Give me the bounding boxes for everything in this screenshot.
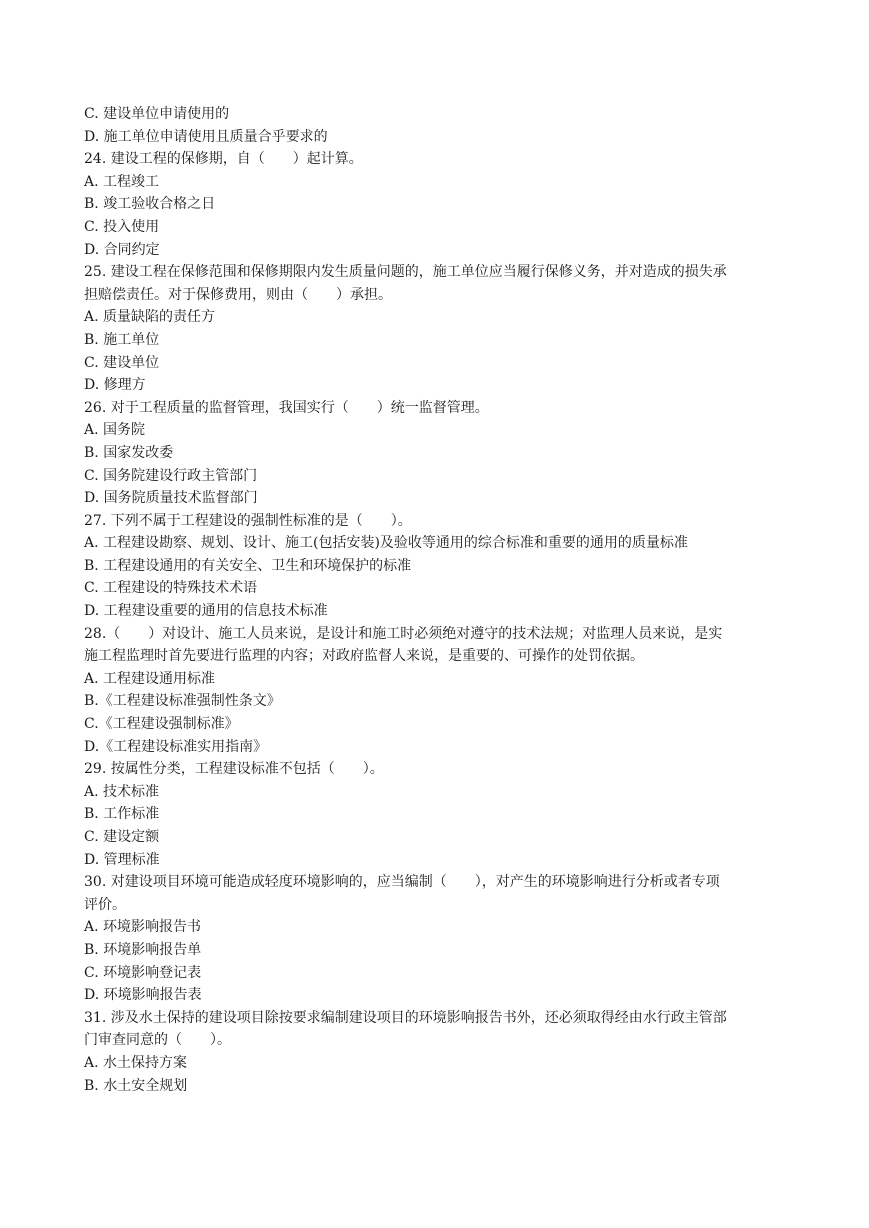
option-a-text: A. 工程竣工 [84, 173, 160, 190]
document-page [84, 103, 790, 1097]
option-c-text: C. 工程建设的特殊技术术语 [84, 580, 258, 597]
question-31-line-1: 31. 涉及水土保持的建设项目除按要求编制建设项目的环境影响报告书外，还必须取得经由水行政主管部 [84, 1009, 727, 1026]
question-31-line-2: 门审查同意的（ ）。 [84, 1032, 231, 1049]
option-b-text: B. 水土安全规划 [84, 1077, 188, 1094]
question-30-line-2: 评价。 [84, 896, 126, 913]
option-b-text: B. 施工单位 [84, 331, 160, 348]
option-a-text: A. 国务院 [84, 422, 146, 439]
question-28-line-1: 28.（ ）对设计、施工人员来说，是设计和施工时必须绝对遵守的技术法规；对监理人员来说，是实 [84, 625, 723, 642]
option-c-text: C. 建设单位申请使用的 [84, 106, 230, 122]
option-c-text: C. 建设单位 [84, 354, 160, 371]
option-a-text: A. 工程建设通用标准 [84, 670, 216, 687]
option-b-text: B. 国家发改委 [84, 444, 174, 461]
option-a-text: A. 质量缺陷的责任方 [84, 309, 216, 326]
option-d-text: D. 管理标准 [84, 851, 160, 868]
question-27: 27. 下列不属于工程建设的强制性标准的是（ ）。 [84, 512, 412, 529]
option-d-text: D. 国务院质量技术监督部门 [84, 490, 258, 507]
option-c-text: C. 环境影响登记表 [84, 964, 202, 981]
option-d-text: D. 工程建设重要的通用的信息技术标准 [84, 603, 328, 620]
option-b-text: B.《工程建设标准强制性条文》 [84, 693, 281, 710]
option-b-text: B. 工程建设通用的有关安全、卫生和环境保护的标准 [84, 557, 412, 574]
option-c-text: C. 建设定额 [84, 829, 160, 845]
option-c-text: C.《工程建设强制标准》 [84, 716, 239, 733]
option-a-text: A. 技术标准 [84, 783, 160, 800]
question-28-line-2: 施工程监理时首先要进行监理的内容；对政府监督人来说，是重要的、可操作的处罚依据。 [84, 648, 644, 665]
question-29: 29. 按属性分类，工程建设标准不包括（ ）。 [84, 761, 384, 778]
option-d-text: D. 合同约定 [84, 241, 160, 258]
question-24: 24. 建设工程的保修期，自（ ）起计算。 [84, 151, 363, 168]
option-c-text: C. 国务院建设行政主管部门 [84, 467, 258, 484]
option-b-text: B. 竣工验收合格之日 [84, 196, 216, 213]
option-d-text: D. 施工单位申请使用且质量合乎要求的 [84, 128, 328, 145]
option-d-text: D. 环境影响报告表 [84, 987, 202, 1004]
option-d-text: D. 修理方 [84, 377, 146, 394]
option-b-text: B. 工作标准 [84, 806, 160, 823]
option-b-text: B. 环境影响报告单 [84, 941, 202, 958]
question-25-line-1: 25. 建设工程在保修范围和保修期限内发生质量问题的，施工单位应当履行保修义务，并对造成的损失承 [84, 264, 727, 281]
question-26: 26. 对于工程质量的监督管理，我国实行（ ）统一监督管理。 [84, 399, 489, 416]
option-a-text: A. 环境影响报告书 [84, 919, 202, 936]
question-30-line-1: 30. 对建设项目环境可能造成轻度环境影响的，应当编制（ ），对产生的环境影响进行分析或者专项 [84, 874, 720, 891]
question-25-line-2: 担赔偿责任。对于保修费用，则由（ ）承担。 [84, 286, 392, 303]
option-c-text: C. 投入使用 [84, 218, 160, 235]
option-a-text: A. 水土保持方案 [84, 1054, 188, 1071]
option-a-text: A. 工程建设勘察、规划、设计、施工(包括安装)及验收等通用的综合标准和重要的通用的质量标准 [84, 535, 688, 552]
option-d-text: D.《工程建设标准实用指南》 [84, 738, 268, 755]
